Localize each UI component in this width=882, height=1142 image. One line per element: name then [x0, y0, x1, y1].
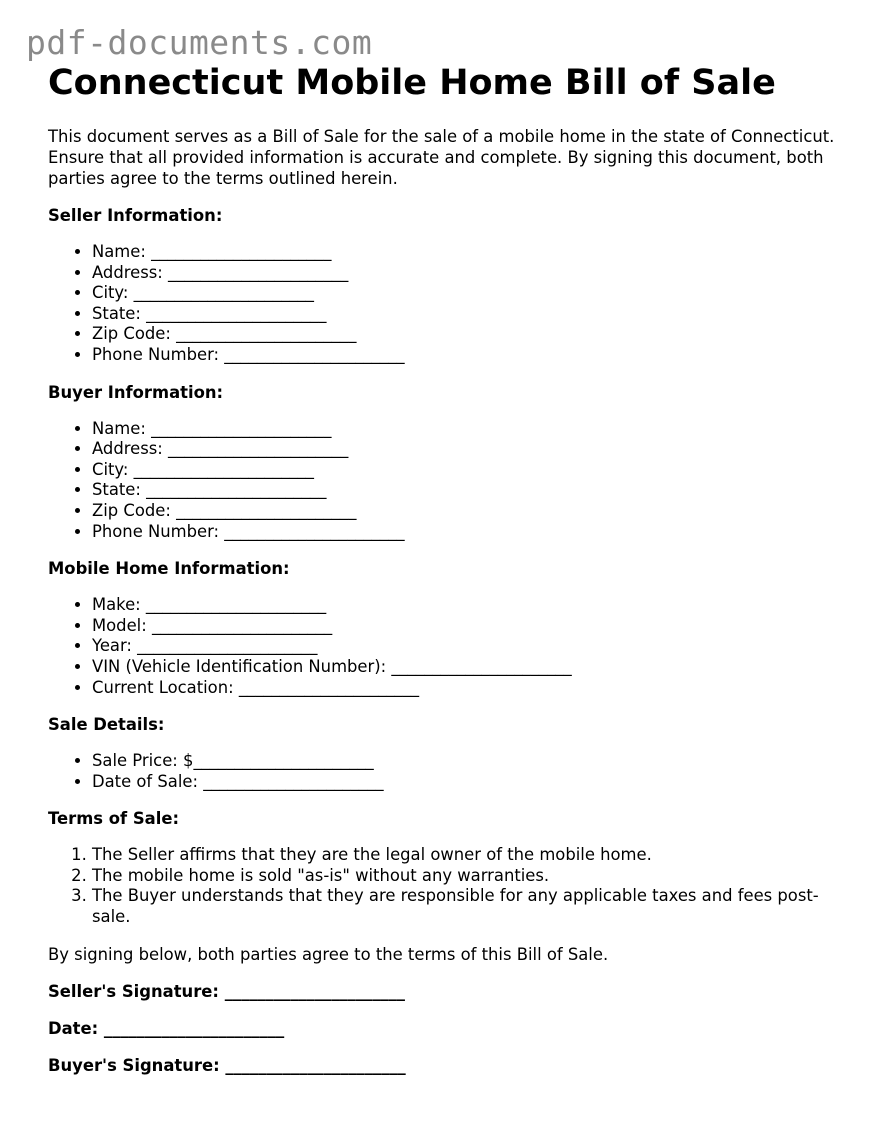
intro-paragraph: This document serves as a Bill of Sale for the sale of a mobile home in the state of Connecticut. Ensure that all provided information is accurate and complete. By signing this document, both parties agree to the terms outlined herein.	[48, 127, 835, 188]
buyer-zip-field: • Zip Code: ______________________	[92, 501, 848, 522]
buyer-fields-list	[48, 419, 848, 543]
terms-heading: Terms of Sale:	[48, 809, 179, 829]
seller-zip-field: • Zip Code: ______________________	[92, 324, 848, 345]
year-field: • Year: ______________________	[92, 636, 848, 657]
buyer-address-field: • Address: ______________________	[92, 439, 848, 460]
model-field: • Model: ______________________	[92, 616, 848, 637]
mobile-home-fields-list	[48, 595, 848, 698]
seller-fields-list	[48, 242, 848, 366]
watermark: pdf-documents.com	[26, 23, 373, 62]
make-field: • Make: ______________________	[92, 595, 848, 616]
buyer-state-field: • State: ______________________	[92, 480, 848, 501]
sale-details-list	[48, 751, 848, 792]
buyer-name-field: • Name: ______________________	[92, 419, 848, 440]
terms-list	[48, 845, 848, 927]
seller-phone-field: • Phone Number: ______________________	[92, 345, 848, 366]
date-of-sale-field: • Date of Sale: ______________________	[92, 772, 848, 793]
term-item: 1. The Seller affirms that they are the legal owner of the mobile home.	[92, 845, 848, 866]
buyer-phone-field: • Phone Number: ______________________	[92, 522, 848, 543]
seller-signature-line: Seller's Signature: ______________________	[48, 981, 405, 1001]
sale-details-heading: Sale Details:	[48, 715, 165, 735]
seller-state-field: • State: ______________________	[92, 304, 848, 325]
term-item: 2. The mobile home is sold "as-is" without any warranties.	[92, 866, 848, 887]
seller-city-field: • City: ______________________	[92, 283, 848, 304]
seller-heading: Seller Information:	[48, 206, 223, 225]
buyer-signature-line: Buyer's Signature: ______________________	[48, 1055, 406, 1075]
buyer-heading: Buyer Information:	[48, 382, 224, 402]
buyer-city-field: • City: ______________________	[92, 460, 848, 481]
signature-date-line: Date: ______________________	[48, 1018, 285, 1038]
current-location-field: • Current Location: ______________________	[92, 678, 848, 699]
document-page	[48, 62, 848, 1076]
vin-field: • VIN (Vehicle Identification Number): ______________________	[92, 657, 848, 678]
seller-address-field: • Address: ______________________	[92, 263, 848, 284]
seller-name-field: • Name: ______________________	[92, 242, 848, 263]
sale-price-field: • Sale Price: $______________________	[92, 751, 848, 772]
mobile-home-heading: Mobile Home Information:	[48, 559, 290, 579]
document-title: Connecticut Mobile Home Bill of Sale	[48, 63, 776, 103]
closing-statement: By signing below, both parties agree to the terms of this Bill of Sale.	[48, 944, 609, 964]
term-item: 3. The Buyer understands that they are responsible for any applicable taxes and fees post-sale.	[92, 886, 848, 927]
